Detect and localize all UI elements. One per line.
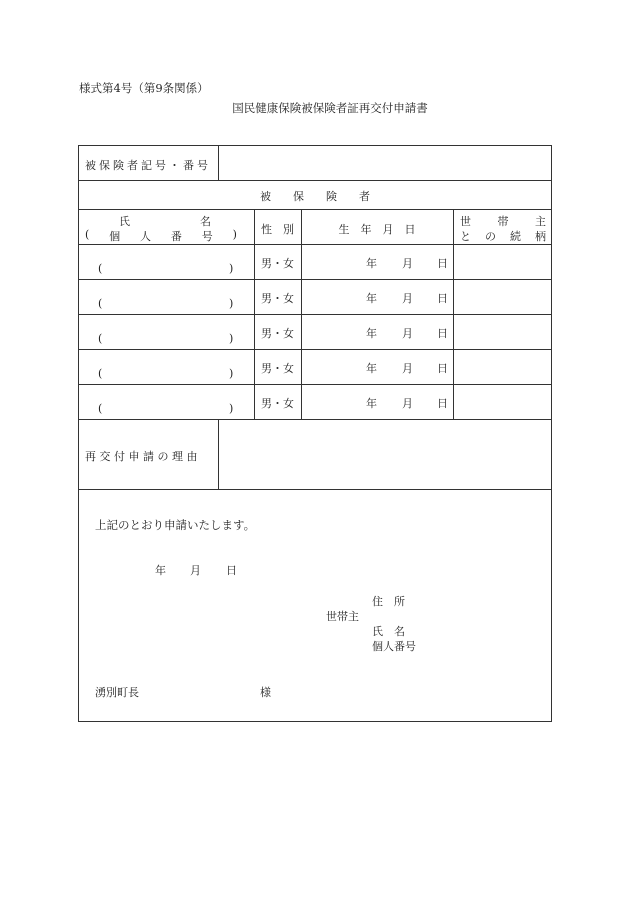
year-label: 年	[366, 362, 377, 375]
col-id-char: 個	[109, 230, 121, 243]
address-label: 住 所	[372, 595, 405, 608]
col-name-char: 氏	[119, 215, 130, 228]
declaration-statement: 上記のとおり申請いたします。	[95, 518, 256, 532]
month-label: 月	[402, 397, 413, 410]
rule	[79, 180, 551, 181]
applicant-role: 世帯主	[326, 610, 359, 623]
day-label: 日	[437, 257, 448, 270]
day-label: 日	[437, 397, 448, 410]
month-label: 月	[402, 327, 413, 340]
rule	[79, 209, 551, 210]
gender-option[interactable]: 男・女	[261, 257, 294, 270]
open-paren: (	[98, 367, 103, 380]
col-id-char: 人	[140, 230, 152, 243]
gender-option[interactable]: 男・女	[261, 362, 294, 375]
rule	[79, 384, 551, 385]
open-paren: (	[98, 297, 103, 310]
year-label: 年	[366, 327, 377, 340]
col-birthdate-header: 生 年 月 日	[338, 223, 416, 236]
insured-number-label: 被保険者記号・番号	[85, 159, 211, 172]
rule	[79, 244, 551, 245]
rule	[453, 209, 454, 419]
col-name-header	[119, 213, 211, 229]
rule	[254, 209, 255, 419]
day-label: 日	[437, 327, 448, 340]
col-id-char: 号	[201, 230, 213, 243]
close-paren: )	[229, 297, 234, 310]
col-relation-char: 帯	[497, 215, 509, 228]
date-day-label: 日	[226, 564, 237, 577]
close-paren: )	[229, 402, 234, 415]
insured-section-label: 被 保 険 者	[260, 190, 370, 203]
col-relation-char: 世	[460, 215, 471, 228]
year-label: 年	[366, 257, 377, 270]
gender-option[interactable]: 男・女	[261, 397, 294, 410]
gender-option[interactable]: 男・女	[261, 292, 294, 305]
col-relation-char: 続	[510, 230, 521, 243]
year-label: 年	[366, 397, 377, 410]
close-paren: )	[229, 332, 234, 345]
name-label: 氏 名	[372, 625, 405, 638]
date-year-label: 年	[155, 564, 166, 577]
col-id-char: 番	[170, 230, 182, 243]
rule	[79, 314, 551, 315]
close-paren: )	[229, 367, 234, 380]
rule	[301, 209, 302, 419]
col-name-char: 名	[200, 215, 211, 228]
rule	[79, 489, 551, 490]
month-label: 月	[402, 292, 413, 305]
close-paren: )	[229, 262, 234, 275]
open-paren: (	[98, 402, 103, 415]
date-month-label: 月	[190, 564, 201, 577]
month-label: 月	[402, 257, 413, 270]
col-id-char: (	[85, 228, 90, 241]
open-paren: (	[98, 262, 103, 275]
honorific: 様	[260, 686, 271, 699]
form-number: 様式第4号（第9条関係）	[79, 81, 209, 95]
col-relation-char: 柄	[535, 230, 546, 243]
day-label: 日	[437, 362, 448, 375]
rule	[218, 419, 219, 489]
rule	[79, 419, 551, 420]
application-form	[78, 145, 552, 722]
col-relation-header-2	[460, 228, 546, 244]
col-relation-char: の	[485, 230, 496, 243]
rule	[218, 146, 219, 180]
col-gender-header: 性 別	[261, 223, 294, 236]
month-label: 月	[402, 362, 413, 375]
day-label: 日	[437, 292, 448, 305]
rule	[79, 279, 551, 280]
year-label: 年	[366, 292, 377, 305]
col-relation-char: と	[460, 230, 471, 243]
col-relation-header	[460, 213, 546, 229]
gender-option[interactable]: 男・女	[261, 327, 294, 340]
col-relation-char: 主	[535, 215, 546, 228]
recipient-label: 湧別町長	[95, 686, 139, 699]
id-number-label: 個人番号	[372, 640, 416, 653]
document-title: 国民健康保険被保険者証再交付申請書	[232, 101, 428, 115]
col-id-char: )	[232, 228, 237, 241]
col-id-header	[85, 228, 237, 244]
rule	[79, 349, 551, 350]
open-paren: (	[98, 332, 103, 345]
reason-label: 再交付申請の理由	[85, 450, 201, 463]
